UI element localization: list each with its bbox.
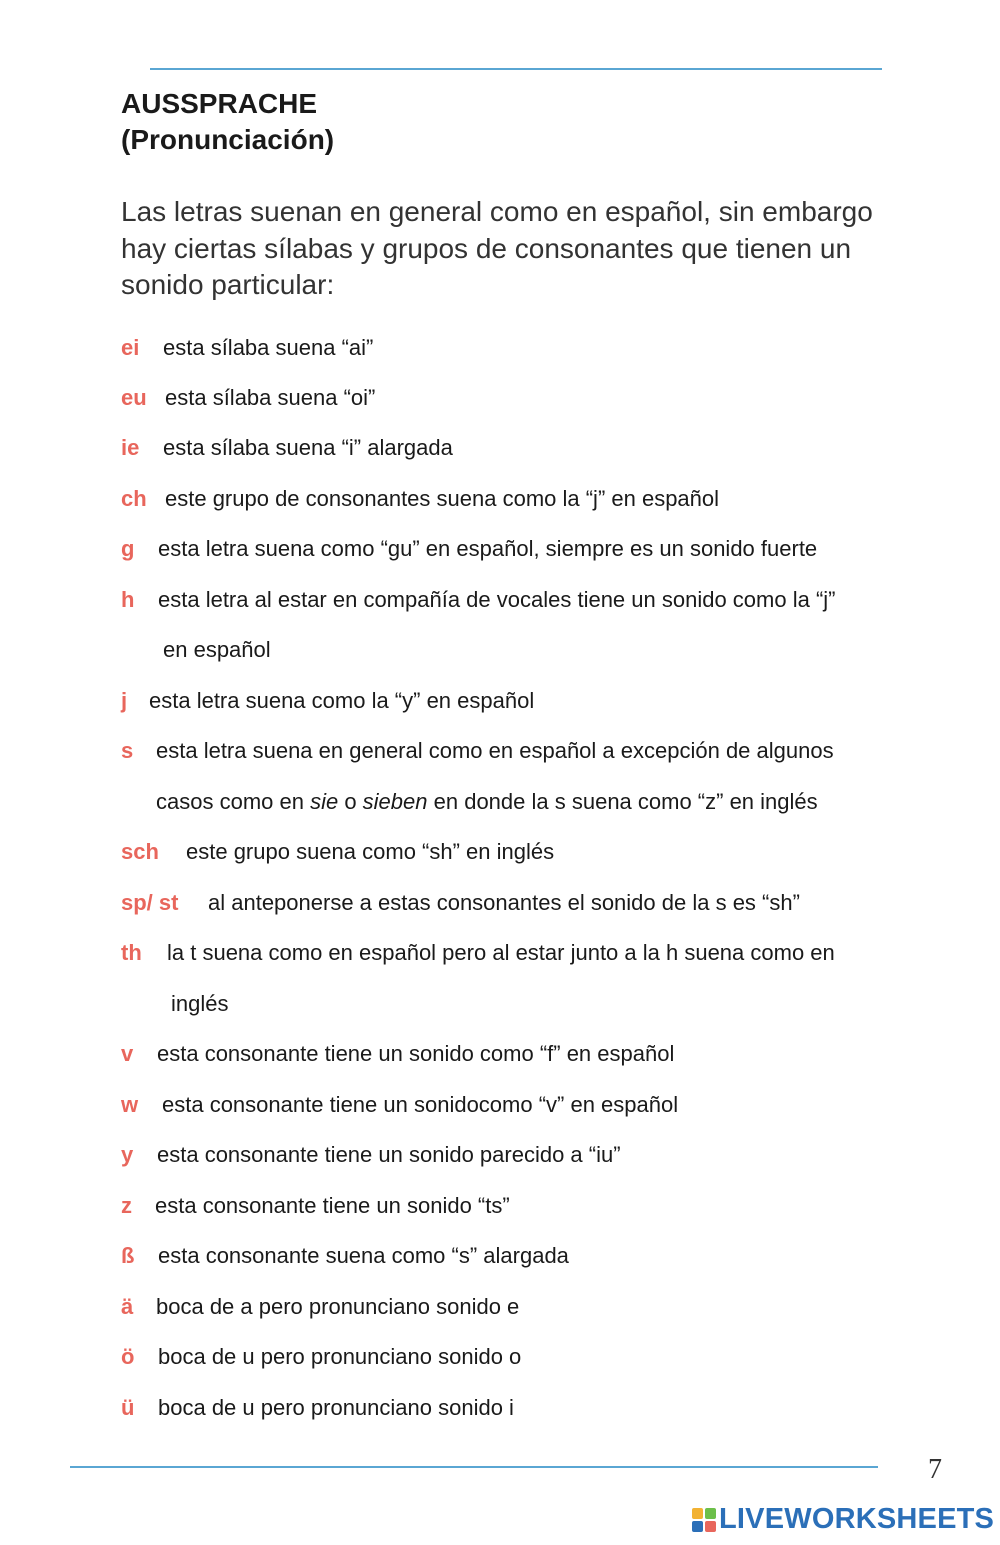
term: w [121,1092,139,1117]
term: g [121,536,135,561]
top-divider [150,68,882,70]
description: esta consonante tiene un sonido parecido a “iu” [157,1142,621,1167]
list-item-eu [121,384,375,412]
list-item-h [121,586,836,614]
page-title [121,86,334,158]
list-item-ch [121,485,719,513]
term: ei [121,335,140,360]
liveworksheets-logo-icon [692,1508,716,1532]
list-item-g [121,535,817,563]
description: esta letra suena como “gu” en español, siempre es un sonido fuerte [158,536,818,561]
description: esta consonante tiene un sonido “ts” [155,1193,510,1218]
term: v [121,1041,134,1066]
term: sch [121,839,159,864]
continuation-text: casos como en [156,789,311,814]
term: th [121,940,142,965]
list-item-v [121,1040,674,1068]
list-item-a-umlaut [121,1293,519,1321]
list-item-eszett [121,1242,569,1270]
continuation-text: en donde la s suena como “z” en inglés [427,789,818,814]
description: esta sílaba suena “ai” [163,335,374,360]
list-item-y [121,1141,621,1169]
list-item-h-continuation: en español [163,637,271,662]
example-word-sie: sie [310,789,339,814]
intro-line-3: sonido particular: [121,269,335,300]
description: boca de a pero pronunciano sonido e [156,1294,520,1319]
list-item-z [121,1192,510,1220]
term: eu [121,385,147,410]
brand-name: LIVEWORKSHEETS [719,1503,995,1535]
list-item-sp-st [121,889,800,917]
intro-line-1: Las letras suenan en general como en español, sin embargo [121,196,873,227]
title-line-2: (Pronunciación) [121,124,335,155]
intro-line-2: hay ciertas sílabas y grupos de consonantes que tienen un [121,232,852,264]
term: ä [121,1294,134,1319]
term: s [121,738,134,763]
list-item-j [121,687,534,715]
term: ö [121,1344,135,1369]
description: esta letra suena en general como en español a excepción de algunos [156,738,834,763]
term: h [121,587,135,612]
bottom-divider [70,1466,878,1468]
description: este grupo de consonantes suena como la “j” en español [165,486,720,511]
list-item-th [121,939,835,967]
list-item-u-umlaut [121,1394,514,1422]
list-item-ie [121,434,453,462]
list-item-o-umlaut [121,1343,521,1371]
term: ß [121,1243,135,1268]
list-item-s-continuation [156,788,818,816]
description: esta consonante tiene un sonido como “f” en español [157,1041,675,1066]
description: esta letra suena como la “y” en español [149,688,535,713]
description: esta sílaba suena “i” alargada [163,435,453,460]
liveworksheets-brand[interactable] [692,1503,994,1536]
list-item-ei [121,334,373,362]
term: z [121,1193,132,1218]
term: ie [121,435,140,460]
title-line-1: AUSSPRACHE [121,88,318,119]
term: ü [121,1395,135,1420]
term: sp/ st [121,890,179,915]
page-number: 7 [928,1454,942,1485]
description: esta letra al estar en compañía de vocales tiene un sonido como la “j” [158,587,836,612]
description: la t suena como en español pero al estar junto a la h suena como en [167,940,835,965]
continuation-text: o [338,789,363,814]
intro-paragraph [121,194,951,304]
term: j [121,688,128,713]
description: boca de u pero pronunciano sonido o [158,1344,522,1369]
description: este grupo suena como “sh” en inglés [186,839,555,864]
description: al anteponerse a estas consonantes el sonido de la s es “sh” [208,890,800,915]
description: boca de u pero pronunciano sonido i [158,1395,514,1420]
term: ch [121,486,147,511]
list-item-sch [121,838,554,866]
term: y [121,1142,134,1167]
list-item-s [121,737,834,765]
list-item-th-continuation: inglés [171,991,229,1016]
description: esta sílaba suena “oi” [165,385,376,410]
example-word-sieben: sieben [362,789,428,814]
description: esta consonante suena como “s” alargada [158,1243,569,1268]
list-item-w [121,1091,678,1119]
description: esta consonante tiene un sonidocomo “v” en español [162,1092,679,1117]
